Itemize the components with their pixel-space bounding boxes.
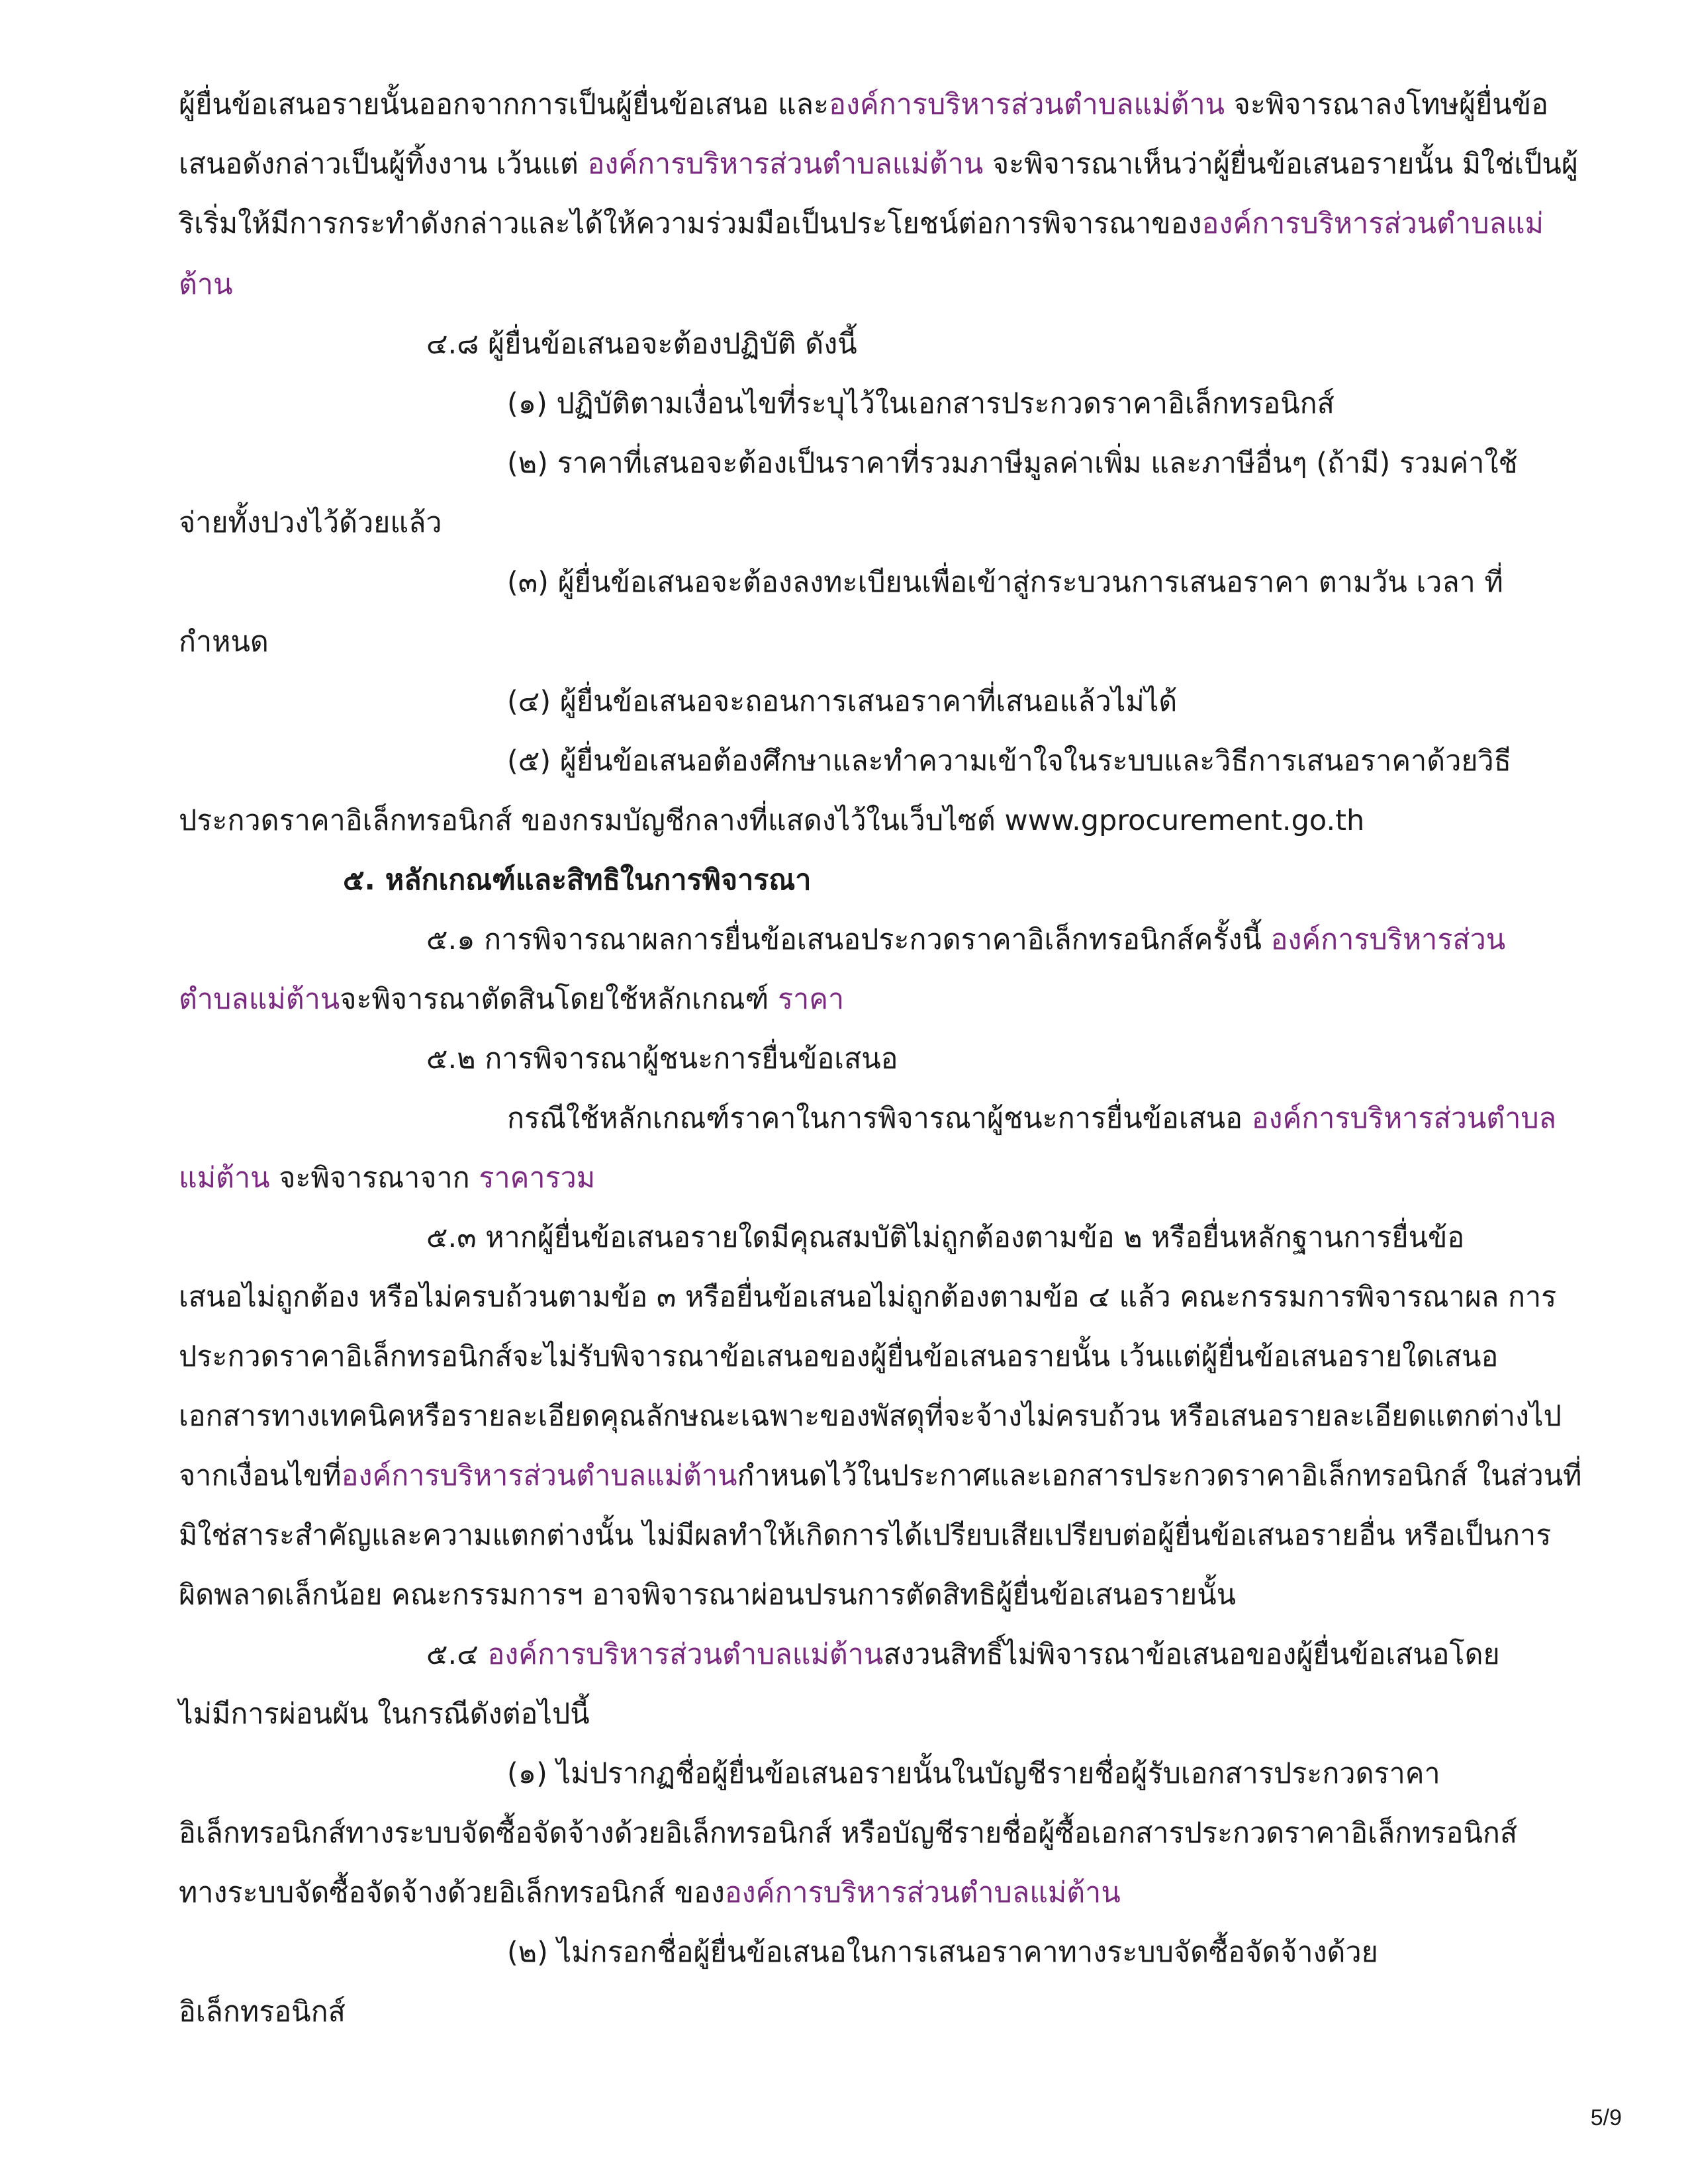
highlighted-text: องค์การบริหารส่วนตำบลแม่ต้าน — [487, 1638, 884, 1671]
page-number: 5/9 — [1590, 2105, 1622, 2130]
text-segment: (๒) ไม่กรอกชื่อผู้ยื่นข้อเสนอในการเสนอราคาทางระบบจัดซื้อจัดจ้างด้วย — [507, 1936, 1378, 1969]
heading-text: ๕. หลักเกณฑ์และสิทธิในการพิจารณา — [343, 864, 812, 897]
text-line — [507, 1754, 1440, 1794]
text-segment: ประกวดราคาอิเล็กทรอนิกส์ ของกรมบัญชีกลางที่แสดงไว้ในเว็บไซต์ www.gprocurement.go.th — [179, 804, 1365, 837]
text-line — [179, 1992, 346, 2032]
text-segment: เสนอดังกล่าวเป็นผู้ทิ้งงาน เว้นแต่ — [179, 148, 588, 181]
text-line — [179, 1158, 595, 1198]
text-line — [179, 979, 844, 1019]
text-line — [179, 1873, 1121, 1913]
highlighted-text: องค์การบริหารส่วนตำบลแม่ต้าน — [829, 88, 1225, 121]
text-segment: ผิดพลาดเล็กน้อย คณะกรรมการฯ อาจพิจารณาผ่อนปรนการตัดสิทธิผู้ยื่นข้อเสนอรายนั้น — [179, 1578, 1237, 1612]
text-line — [179, 265, 232, 304]
text-line — [179, 1813, 1517, 1853]
text-line — [426, 1635, 1500, 1674]
highlighted-text: องค์การบริหารส่วนตำบล — [1251, 1102, 1557, 1135]
text-segment: จะพิจารณาตัดสินโดยใช้หลักเกณฑ์ — [340, 983, 778, 1016]
text-segment: ทางระบบจัดซื้อจัดจ้างด้วยอิเล็กทรอนิกส์ ของ — [179, 1876, 725, 1909]
text-line — [507, 1099, 1556, 1138]
highlighted-text: องค์การบริหารส่วนตำบลแม่ต้าน — [341, 1459, 737, 1492]
text-line — [179, 503, 442, 543]
text-line — [179, 1277, 1556, 1317]
text-segment: สงวนสิทธิ์ไม่พิจารณาข้อเสนอของผู้ยื่นข้อเสนอโดย — [883, 1638, 1500, 1671]
text-line — [507, 682, 1177, 721]
text-segment: มิใช่สาระสำคัญและความแตกต่างนั้น ไม่มีผลทำให้เกิดการได้เปรียบเสียเปรียบต่อผู้ยื่นข้อเสนอรายอื่น หรือเป็นการ — [179, 1519, 1552, 1552]
text-segment: ประกวดราคาอิเล็กทรอนิกส์จะไม่รับพิจารณาข้อเสนอของผู้ยื่นข้อเสนอรายนั้น เว้นแต่ผู้ยื่นข้อเสนอรายใดเสนอ — [179, 1340, 1499, 1373]
text-line — [179, 622, 269, 662]
text-line — [507, 384, 1335, 424]
highlighted-text: องค์การบริหารส่วนตำบลแม่ — [1201, 207, 1544, 240]
text-line — [179, 204, 1544, 244]
text-segment: ริเริ่มให้มีการกระทำดังกล่าวและได้ให้ความร่วมมือเป็นประโยชน์ต่อการพิจารณาของ — [179, 207, 1202, 240]
text-line — [426, 1218, 1464, 1257]
text-line — [507, 563, 1503, 602]
section-heading — [343, 860, 811, 900]
text-line — [179, 801, 1364, 841]
text-segment: กรณีใช้หลักเกณฑ์ราคาในการพิจารณาผู้ชนะการยื่นข้อเสนอ — [507, 1102, 1252, 1135]
text-segment: เสนอไม่ถูกต้อง หรือไม่ครบถ้วนตามข้อ ๓ หรือยื่นข้อเสนอไม่ถูกต้องตามข้อ ๔ แล้ว คณะกรรมการพิจารณาผล การ — [179, 1281, 1557, 1314]
text-segment: จากเงื่อนไขที่ — [179, 1459, 342, 1492]
text-segment: จะพิจารณาเห็นว่าผู้ยื่นข้อเสนอรายนั้น มิใช่เป็นผู้ — [983, 148, 1578, 181]
text-segment: ๔.๘ ผู้ยื่นข้อเสนอจะต้องปฏิบัติ ดังนี้ — [426, 328, 857, 361]
text-line — [179, 144, 1578, 184]
text-segment: จ่ายทั้งปวงไว้ด้วยแล้ว — [179, 506, 442, 539]
text-segment: ๕.๔ — [426, 1638, 488, 1671]
text-line — [179, 1337, 1498, 1377]
highlighted-text: ตำบลแม่ต้าน — [179, 983, 340, 1016]
text-line — [426, 1039, 898, 1079]
text-segment: (๑) ปฏิบัติตามเงื่อนไขที่ระบุไว้ในเอกสารประกวดราคาอิเล็กทรอนิกส์ — [507, 387, 1335, 420]
text-line — [507, 1933, 1378, 1972]
text-segment: จะพิจารณาจาก — [269, 1161, 479, 1195]
highlighted-text: องค์การบริหารส่วน — [1270, 923, 1506, 956]
highlighted-text: ราคารวม — [479, 1161, 596, 1195]
text-line — [179, 1516, 1551, 1555]
text-segment: ไม่มีการผ่อนผัน ในกรณีดังต่อไปนี้ — [179, 1698, 590, 1731]
text-line — [179, 1694, 590, 1734]
text-segment: ๕.๑ การพิจารณาผลการยื่นข้อเสนอประกวดราคาอิเล็กทรอนิกส์ครั้งนี้ — [426, 923, 1271, 956]
text-segment: ผู้ยื่นข้อเสนอรายนั้นออกจากการเป็นผู้ยื่นข้อเสนอ และ — [179, 88, 829, 121]
text-segment: ๕.๓ หากผู้ยื่นข้อเสนอรายใดมีคุณสมบัติไม่ถูกต้องตามข้อ ๒ หรือยื่นหลักฐานการยื่นข้อ — [426, 1221, 1465, 1254]
text-line — [179, 1456, 1582, 1496]
text-segment: จะพิจารณาลงโทษผู้ยื่นข้อ — [1225, 88, 1548, 121]
text-segment: (๒) ราคาที่เสนอจะต้องเป็นราคาที่รวมภาษีมูลค่าเพิ่ม และภาษีอื่นๆ (ถ้ามี) รวมค่าใช้ — [507, 447, 1518, 480]
text-segment: (๕) ผู้ยื่นข้อเสนอต้องศึกษาและทำความเข้าใจในระบบและวิธีการเสนอราคาด้วยวิธี — [507, 745, 1511, 778]
text-segment: กำหนดไว้ในประกาศและเอกสารประกวดราคาอิเล็กทรอนิกส์ ในส่วนที่ — [737, 1459, 1582, 1492]
text-segment: กำหนด — [179, 625, 269, 659]
text-line — [507, 741, 1511, 781]
text-segment: (๑) ไม่ปรากฏชื่อผู้ยื่นข้อเสนอรายนั้นในบัญชีรายชื่อผู้รับเอกสารประกวดราคา — [507, 1757, 1440, 1790]
text-segment: เอกสารทางเทคนิคหรือรายละเอียดคุณลักษณะเฉพาะของพัสดุที่จะจ้างไม่ครบถ้วน หรือเสนอรายละเอียดแตกต่างไป — [179, 1400, 1562, 1433]
highlighted-text: แม่ต้าน — [179, 1161, 270, 1195]
text-line — [426, 920, 1505, 960]
text-segment: ๕.๒ การพิจารณาผู้ชนะการยื่นข้อเสนอ — [426, 1042, 898, 1075]
highlighted-text: ราคา — [777, 983, 845, 1016]
text-line — [426, 324, 857, 364]
text-segment: (๓) ผู้ยื่นข้อเสนอจะต้องลงทะเบียนเพื่อเข้าสู่กระบวนการเสนอราคา ตามวัน เวลา ที่ — [507, 566, 1503, 599]
highlighted-text: องค์การบริหารส่วนตำบลแม่ต้าน — [587, 148, 984, 181]
text-line — [179, 85, 1548, 124]
text-segment: อิเล็กทรอนิกส์ทางระบบจัดซื้อจัดจ้างด้วยอิเล็กทรอนิกส์ หรือบัญชีรายชื่อผู้ซื้อเอกสารประกวดราคาอิเล็กทรอนิกส์ — [179, 1817, 1518, 1850]
text-line — [179, 1396, 1562, 1436]
highlighted-text: องค์การบริหารส่วนตำบลแม่ต้าน — [724, 1876, 1121, 1909]
text-segment: อิเล็กทรอนิกส์ — [179, 1995, 346, 2028]
text-line — [507, 443, 1518, 483]
highlighted-text: ต้าน — [179, 268, 233, 301]
text-line — [179, 1575, 1236, 1615]
text-segment: (๔) ผู้ยื่นข้อเสนอจะถอนการเสนอราคาที่เสนอแล้วไม่ได้ — [507, 685, 1178, 718]
